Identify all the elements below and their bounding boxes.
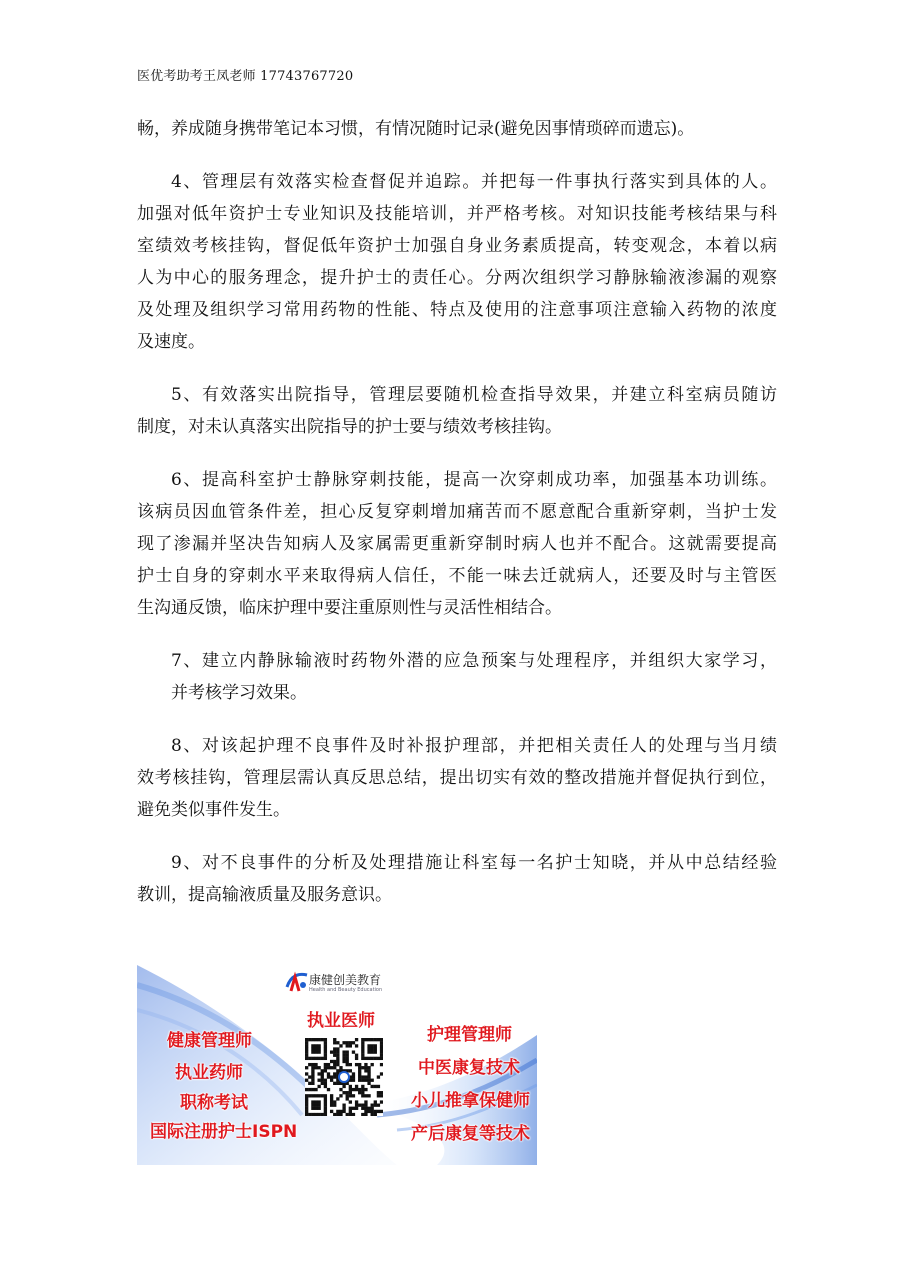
text-line: 生沟通反馈，临床护理中要注重原则性与灵活性相结合。: [137, 598, 562, 618]
course-label: 小儿推拿保健师: [411, 1091, 530, 1111]
paragraph: [137, 464, 777, 624]
paragraph: [137, 379, 777, 443]
course-label: 职称考试: [180, 1093, 248, 1113]
text-line: 及速度。: [137, 332, 205, 352]
text-line: 室绩效考核挂钩，督促低年资护士加强自身业务素质提高，转变观念，本着以病: [137, 236, 777, 256]
course-label: 中医康复技术: [418, 1058, 520, 1078]
paragraph: [137, 113, 777, 145]
text-line: 制度，对未认真落实出院指导的护士要与绩效考核挂钩。: [137, 417, 562, 437]
text-line: 效考核挂钩，管理层需认真反思总结，提出切实有效的整改措施并督促执行到位，: [137, 768, 777, 788]
text-line: 避免类似事件发生。: [137, 800, 290, 820]
paragraph: [137, 847, 777, 911]
text-line: 并考核学习效果。: [171, 683, 307, 703]
document-body: [137, 113, 777, 911]
text-line: 4、管理层有效落实检查督促并追踪。并把每一件事执行落实到具体的人。: [171, 172, 777, 192]
course-label: 产后康复等技术: [411, 1124, 530, 1144]
text-line: 8、对该起护理不良事件及时补报护理部，并把相关责任人的处理与当月绩: [171, 736, 777, 756]
text-line: 畅，养成随身携带笔记本习惯，有情况随时记录(避免因事情琐碎而遗忘)。: [137, 119, 695, 139]
text-line: 7、建立内静脉输液时药物外潜的应急预案与处理程序，并组织大家学习，: [171, 651, 777, 671]
advertisement-banner: [137, 965, 537, 1165]
text-line: 及处理及组织学习常用药物的性能、特点及使用的注意事项注意输入药物的浓度: [137, 300, 777, 320]
qr-code-icon: [305, 1038, 383, 1116]
paragraph: [137, 730, 777, 826]
course-label: 执业医师: [307, 1011, 375, 1031]
text-line: 现了渗漏并坚决告知病人及家属需更重新穿制时病人也并不配合。这就需要提高: [137, 534, 777, 554]
text-line: 加强对低年资护士专业知识及技能培训，并严格考核。对知识技能考核结果与科: [137, 204, 777, 224]
text-line: 该病员因血管条件差，担心反复穿刺增加痛苦而不愿意配合重新穿刺，当护士发: [137, 502, 777, 522]
course-label: 护理管理师: [427, 1025, 512, 1045]
text-line: 6、提高科室护士静脉穿刺技能，提高一次穿刺成功率，加强基本功训练。: [171, 470, 777, 490]
text-line: 9、对不良事件的分析及处理措施让科室每一名护士知晓，并从中总结经验: [171, 853, 777, 873]
course-label: 健康管理师: [167, 1031, 252, 1051]
text-line: 教训，提高输液质量及服务意识。: [137, 885, 392, 905]
logo-name: 康健创美教育: [309, 973, 382, 987]
paragraph: [137, 166, 777, 358]
logo-mark-icon: [285, 971, 309, 993]
paragraph: [137, 645, 777, 709]
course-label: 国际注册护士ISPN: [150, 1122, 298, 1142]
logo-subtitle: Health and Beauty Education: [309, 987, 383, 993]
text-line: 人为中心的服务理念，提升护士的责任心。分两次组织学习静脉输液渗漏的观察: [137, 268, 777, 288]
page-header: 医优考助考王凤老师 17743767720: [137, 69, 354, 84]
text-line: 护士自身的穿刺水平来取得病人信任，不能一味去迁就病人，还要及时与主管医: [137, 566, 777, 586]
course-label: 执业药师: [175, 1063, 243, 1083]
text-line: 5、有效落实出院指导，管理层要随机检查指导效果，并建立科室病员随访: [171, 385, 777, 405]
